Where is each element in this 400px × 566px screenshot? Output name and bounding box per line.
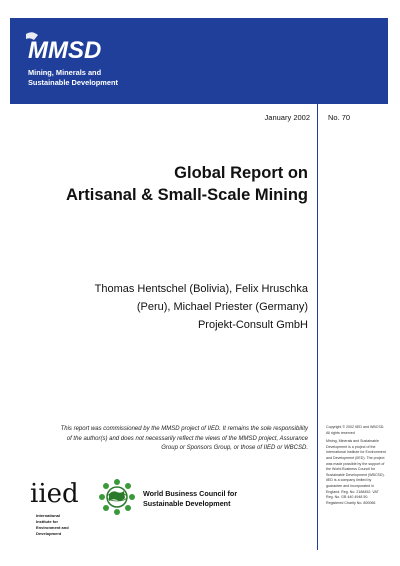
brand-subtitle-line1: Mining, Minerals and [28,68,102,77]
iied-logo-text: iied [30,479,79,508]
iied-caption-line3: Environment and [36,525,69,530]
authors-line1: Thomas Hentschel (Bolivia), Felix Hruschka [94,283,308,295]
about-text: Mining, Minerals and Sustainable Development is a project of the International Institute for Environment and Development (IIED). The project was made possible by the support of the World Business Council for Sustainable Development (WBCSD). IIED is a company limited by guarantee and incorporated in England. Reg. No. 2188452. VAT Reg. No. GB 440 4948 50. Registered Charity No. 800066 [326,439,386,505]
brand-subtitle-line2: Sustainable Development [28,78,118,87]
authors-line3: Projekt-Consult GmbH [197,319,308,331]
mmsd-logo [26,30,156,64]
brand-subtitle [28,68,208,88]
vertical-divider [317,104,318,550]
mmsd-logo-text: MMSD [28,37,102,64]
wbcsd-name-line1: World Business Council for [143,489,238,498]
iied-caption-line2: Institute for [36,519,58,524]
report-title [40,162,308,206]
disclaimer: This report was commissioned by the MMSD project of IIED. It remains the sole responsibility of the author(s) and does not necessarily reflect the views of the MMSD project, Assurance Group or Sponsors Group, or those of IIED or WBCSD. [60,426,308,451]
title-line2: Artisanal & Small-Scale Mining [65,186,308,204]
copyright-text: Copyright © 2002 IIED and WBCSD. All rights reserved [326,425,385,435]
issue-number: No. 70 [328,113,351,122]
iied-caption [36,513,96,537]
iied-logo [30,478,86,508]
iied-caption-line1: International [36,513,61,518]
wbcsd-name [143,489,273,509]
title-line1: Global Report on [174,164,308,182]
wbcsd-name-line2: Sustainable Development [143,499,231,508]
authors-line2: (Peru), Michael Priester (Germany) [136,301,308,313]
wbcsd-globe-icon [96,476,138,518]
publication-date: January 2002 [264,113,310,122]
authors [30,280,308,334]
sidebar-note [326,425,386,509]
iied-caption-line4: Development [36,531,62,536]
